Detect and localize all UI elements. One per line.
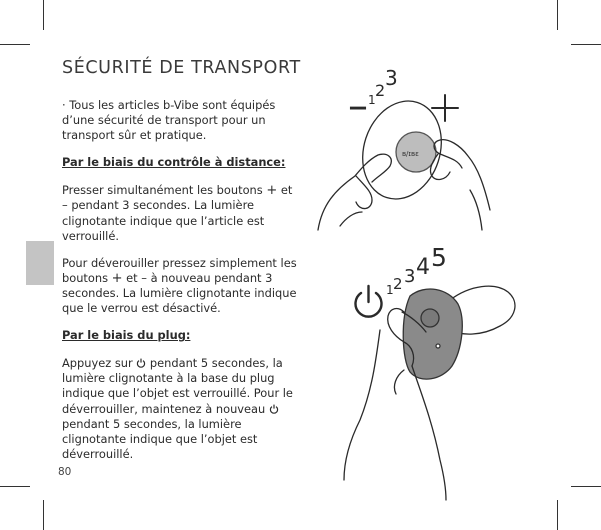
plus-icon: + [266, 183, 278, 199]
count-digit: 2 [375, 81, 386, 100]
plug-light [436, 344, 440, 348]
count-digit: 3 [385, 66, 398, 90]
remote-illustration [318, 66, 490, 230]
intro-paragraph: · Tous les articles b-Vibe sont équipés d’une sécurité de transport pour un transport sûr et pratique. [62, 98, 276, 143]
power-symbol [356, 286, 382, 317]
plus-icon: + [111, 270, 123, 286]
count-digit: 1 [386, 283, 394, 297]
count-digit: 3 [404, 266, 416, 287]
count-digit: 2 [393, 275, 403, 293]
page-number: 80 [58, 466, 72, 478]
count-digit: 5 [431, 243, 447, 272]
remote-paragraph-lock: Presser simultanément les boutons + et – pendant 3 secondes. La lumière clignotante indique que l’article est verrouillé. [62, 183, 293, 243]
remote-heading: Par le biais du contrôle à distance: [62, 155, 286, 170]
page-title: SÉCURITÉ DE TRANSPORT [62, 58, 301, 78]
remote-paragraph-unlock: Pour déverouiller pressez simplement les boutons + et – à nouveau pendant 3 secondes. La lumière clignotante indique que le verrou est désactivé. [62, 255, 297, 316]
count-digit: 4 [416, 255, 430, 280]
minus-symbol: – [348, 83, 368, 129]
device-logo: ʙ/ɪʙɛ [402, 150, 419, 158]
left-hand [318, 154, 391, 230]
count-digit: 1 [368, 93, 376, 107]
plug-button [421, 309, 439, 327]
right-hand [434, 140, 490, 210]
plus-symbol [432, 95, 458, 121]
plug-paragraph: Appuyez sur pendant 5 secondes, la lumière clignotante à la base du plug indique que l’objet est verrouillé. Pour le déverrouiller, maintenez à nouveau pendant 5 secondes, la lumière clignotante indique que l’objet est déverrouillé. [62, 356, 293, 461]
plug-illustration [344, 243, 515, 500]
plug-heading: Par le biais du plug: [62, 328, 191, 343]
